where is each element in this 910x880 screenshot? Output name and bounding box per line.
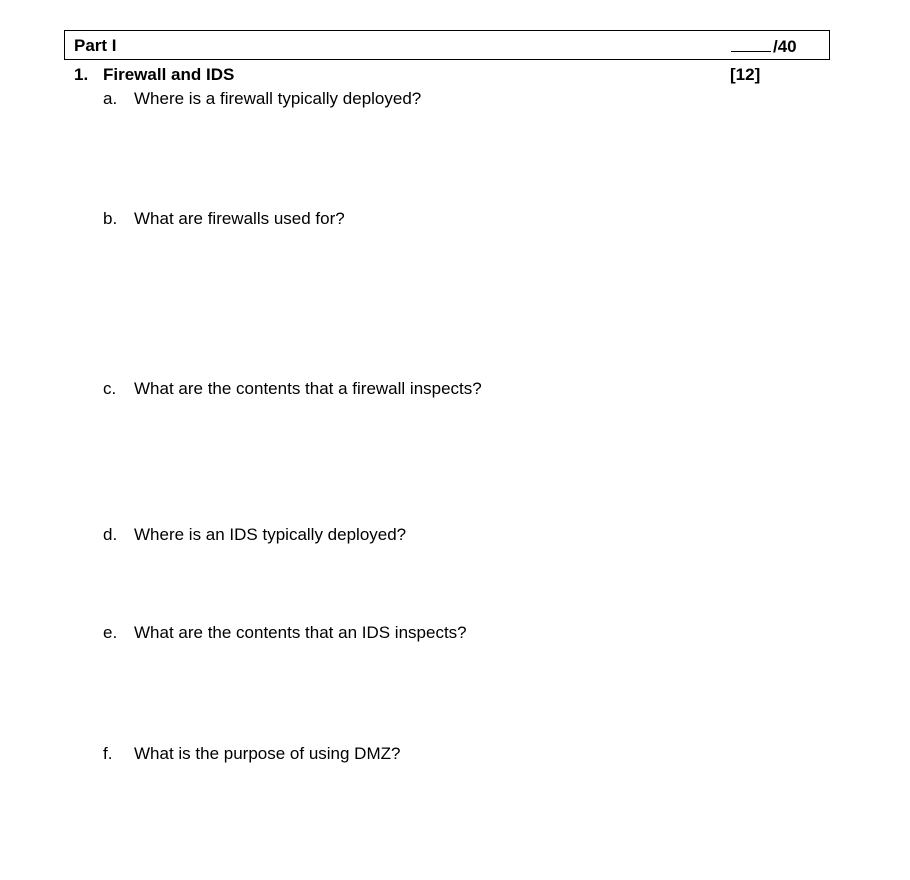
subquestion-letter: b. xyxy=(103,209,118,228)
subquestion-e xyxy=(103,623,753,645)
subquestion-letter: a. xyxy=(103,89,118,108)
subquestion-c xyxy=(103,379,753,401)
part-header-box xyxy=(64,30,830,60)
subquestion-f xyxy=(103,744,753,766)
subquestion-d xyxy=(103,525,753,547)
subquestion-text: Where is an IDS typically deployed? xyxy=(134,525,407,544)
question-heading xyxy=(74,65,774,87)
score-blank-line[interactable] xyxy=(731,36,771,52)
question-title: Firewall and IDS xyxy=(103,65,235,84)
subquestion-letter: d. xyxy=(103,525,118,544)
part-title: Part I xyxy=(74,36,117,55)
subquestion-letter: f. xyxy=(103,744,113,763)
subquestion-text: What are firewalls used for? xyxy=(134,209,345,228)
subquestion-text: Where is a firewall typically deployed? xyxy=(134,89,422,108)
subquestion-text: What is the purpose of using DMZ? xyxy=(134,744,401,763)
subquestion-a xyxy=(103,89,753,111)
subquestion-letter: e. xyxy=(103,623,118,642)
question-marks: [12] xyxy=(730,65,761,84)
question-number: 1. xyxy=(74,65,89,84)
subquestion-b xyxy=(103,209,753,231)
subquestion-text: What are the contents that a firewall inspects? xyxy=(134,379,482,398)
subquestion-text: What are the contents that an IDS inspects? xyxy=(134,623,467,642)
score-field xyxy=(731,36,797,57)
subquestion-letter: c. xyxy=(103,379,117,398)
score-total: /40 xyxy=(773,37,797,56)
